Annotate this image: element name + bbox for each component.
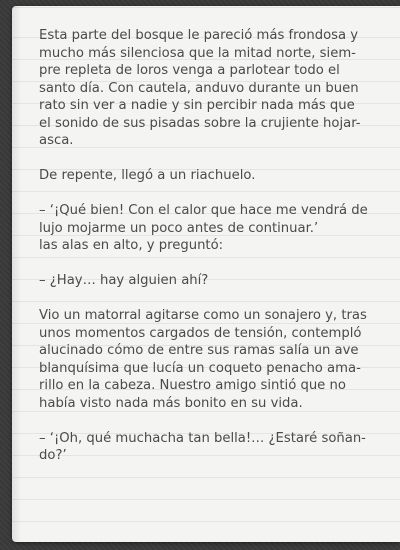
text-line: – ‘¡Oh, qué muchacha tan bella!… ¿Estaré soñan-	[39, 430, 366, 446]
text-line: mucho más silenciosa que la mitad norte, siem-	[39, 45, 356, 61]
book-page	[12, 6, 400, 542]
page-text	[39, 27, 389, 482]
text-line: blanquísima que lucía un coqueto penacho ama-	[39, 360, 361, 376]
text-line: – ‘¡Qué bien! Con el calor que hace me vendrá de	[39, 203, 368, 218]
paragraph-3	[39, 202, 389, 255]
text-line: el sonido de sus pisadas sobre la crujiente hojar-	[39, 115, 361, 131]
paragraph-5	[39, 307, 389, 412]
text-line: había visto nada más bonito en su vida.	[39, 395, 303, 411]
text-line: Esta parte del bosque le pareció más frondosa y	[39, 28, 359, 43]
text-line: pre repleta de loros venga a parlotear todo el	[39, 63, 340, 78]
text-line: rato sin ver a nadie y sin percibir nada más que	[39, 98, 355, 113]
text-line: – ¿Hay… hay alguien ahí?	[39, 273, 209, 288]
paragraph-2	[39, 167, 389, 185]
text-line: santo día. Con cautela, anduvo durante un buen	[39, 80, 359, 96]
text-line: Vio un matorral agitarse como un sonajero y, tras	[39, 308, 367, 323]
text-line: las alas en alto, y preguntó:	[39, 238, 224, 253]
text-line: do?’	[39, 448, 67, 463]
text-line: unos momentos cargados de tensión, contempló	[39, 325, 362, 341]
text-line: rillo en la cabeza. Nuestro amigo sintió que no	[39, 378, 346, 393]
text-line: lujo mojarme un poco antes de continuar.’	[39, 220, 319, 236]
paragraph-1	[39, 27, 389, 150]
paragraph-4	[39, 272, 389, 290]
text-line: alucinado cómo de entre sus ramas salía un ave	[39, 343, 359, 358]
text-line: asca.	[39, 133, 74, 148]
text-line: De repente, llegó a un riachuelo.	[39, 168, 256, 183]
paragraph-6	[39, 430, 389, 465]
